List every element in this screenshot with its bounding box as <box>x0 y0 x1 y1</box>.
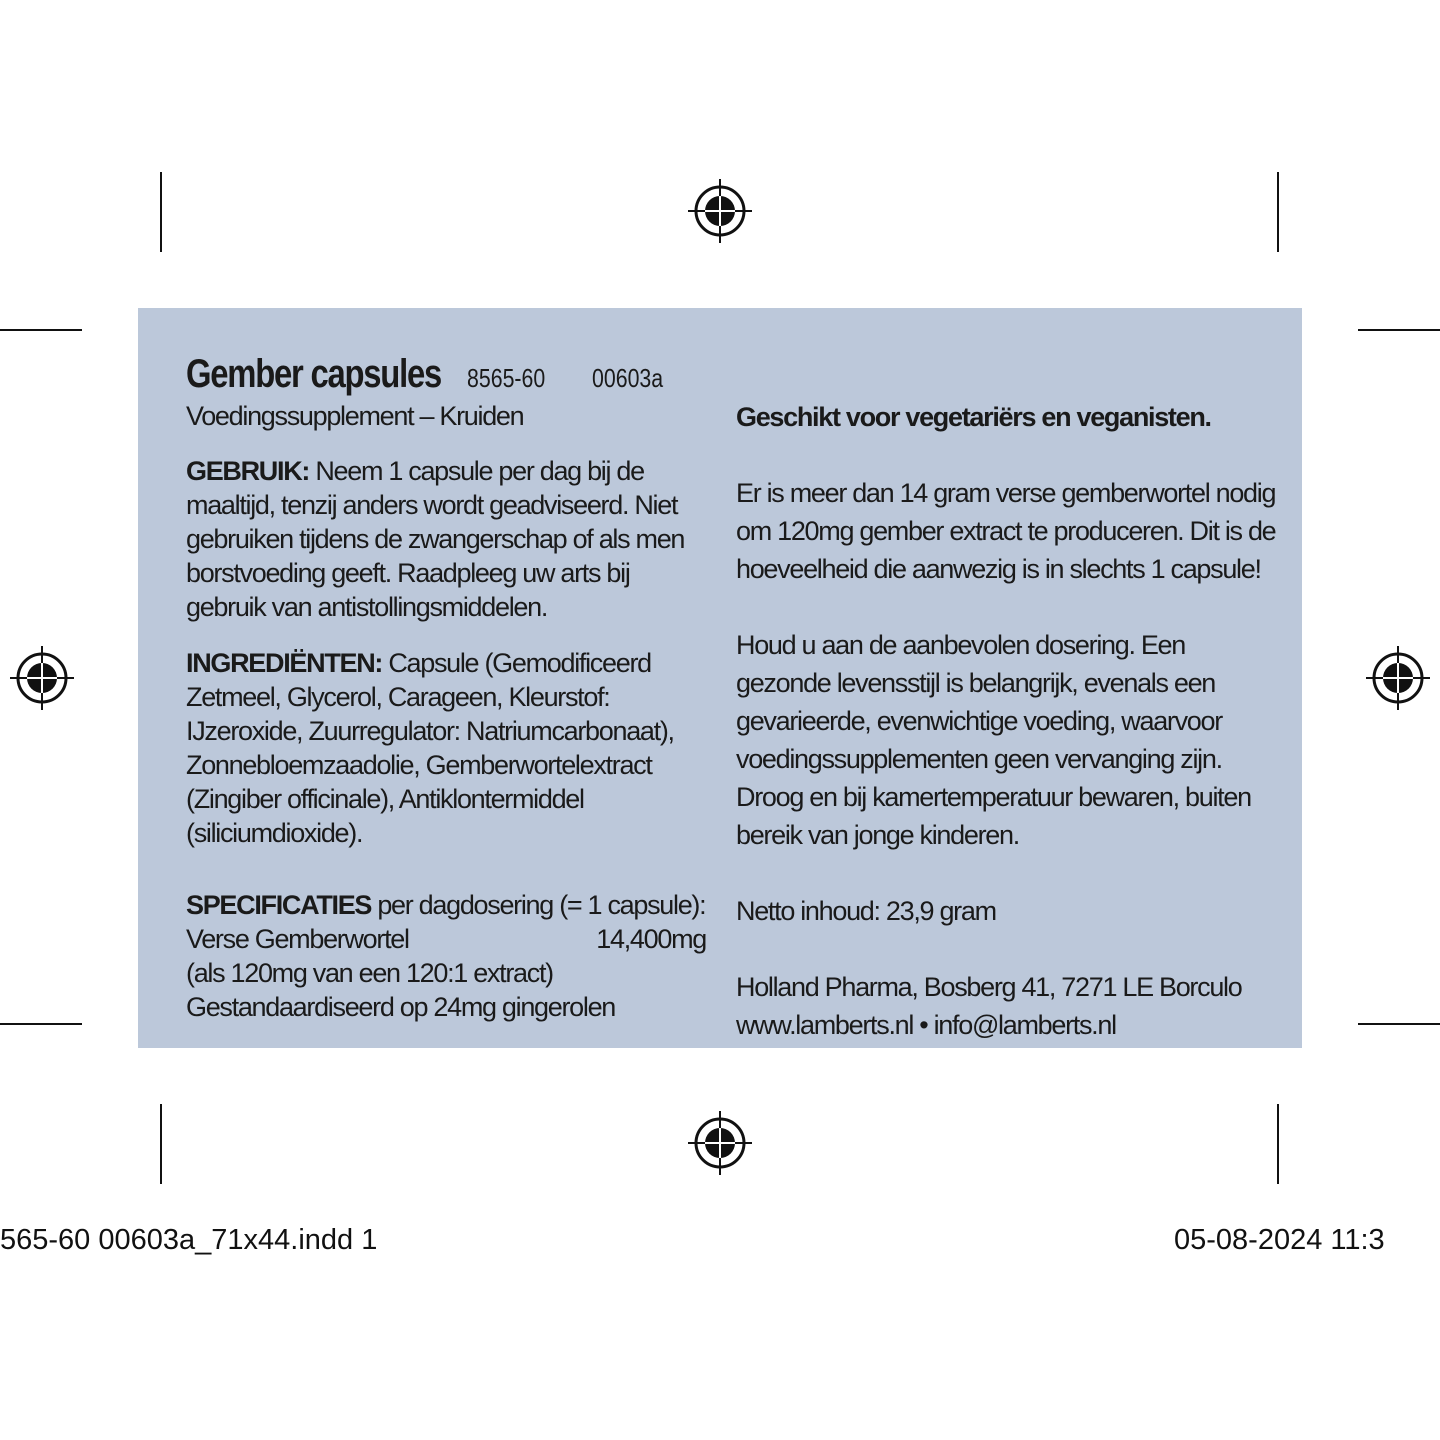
dosage-warning: Houd u aan de aanbevolen dosering. Een gezonde levensstijl is belangrijk, evenals een gevarieerde, evenwichtige voeding, waarvoor voedingssupplementen geen vervanging zijn. Droog en bij kamertemperatuur bewaren, buiten bereik van jonge kinderen. <box>736 630 1251 850</box>
net-content: Netto inhoud: 23,9 gram <box>736 896 996 926</box>
crop-mark-right-bottom <box>1358 1023 1440 1025</box>
ingredients-text: Capsule (Gemodificeerd Zetmeel, Glycerol, Carageen, Kleurstof: IJzeroxide, Zuurregulator: Natriumcarbonaat), Zonnebloemzaadolie, Gemberwortelextract (Zingiber officinale), Antiklontermiddel (siliciumdioxide). <box>186 648 674 848</box>
crop-mark-left-top <box>0 329 82 331</box>
spec-item-amount: 14,400mg <box>596 924 706 954</box>
label-right-column <box>736 398 1276 1082</box>
crop-mark-right-top <box>1358 329 1440 331</box>
website-email: www.lamberts.nl • info@lamberts.nl <box>736 1010 1116 1040</box>
slug-file-info: 565-60 00603a_71x44.indd 1 <box>0 1224 378 1256</box>
product-title: Gember capsules <box>186 352 442 396</box>
label-left-column <box>186 352 706 1024</box>
usage-section <box>186 454 706 624</box>
registration-mark-right-icon <box>1366 646 1430 710</box>
registration-mark-left-icon <box>10 646 74 710</box>
title-row <box>186 352 706 397</box>
address: Holland Pharma, Bosberg 41, 7271 LE Borculo <box>736 972 1242 1002</box>
crop-mark-top-right <box>1277 172 1279 252</box>
specifications-section <box>186 888 706 1024</box>
product-code: 8565-60 <box>467 363 546 393</box>
usage-heading: GEBRUIK: <box>186 456 310 486</box>
ingredients-heading: INGREDIËNTEN: <box>186 648 383 678</box>
registration-mark-bottom-icon <box>688 1111 752 1175</box>
batch-code: 00603a <box>592 363 664 393</box>
spec-row <box>186 922 706 956</box>
product-label <box>138 308 1302 1048</box>
spec-line-extract: (als 120mg van een 120:1 extract) <box>186 958 553 988</box>
registration-mark-top-icon <box>688 179 752 243</box>
usage-text: Neem 1 capsule per dag bij de maaltijd, tenzij anders wordt geadviseerd. Niet gebruiken tijdens de zwangerschap of als men borstvoeding geeft. Raadpleeg uw arts bij gebruik van antistollingsmiddelen. <box>186 456 685 622</box>
specifications-intro: per dagdosering (= 1 capsule): <box>377 890 706 920</box>
crop-mark-bottom-right <box>1277 1104 1279 1184</box>
crop-mark-bottom-left <box>160 1104 162 1184</box>
ingredients-section <box>186 646 706 850</box>
crop-mark-top-left <box>160 172 162 252</box>
extract-info: Er is meer dan 14 gram verse gemberwortel nodig om 120mg gember extract te produceren. Dit is de hoeveelheid die aanwezig is in slechts 1 capsule! <box>736 478 1276 584</box>
spec-line-standardized: Gestandaardiseerd op 24mg gingerolen <box>186 992 616 1022</box>
specifications-heading: SPECIFICATIES <box>186 890 372 920</box>
slug-date-time: 05-08-2024 11:3 <box>1174 1224 1385 1256</box>
vegan-statement: Geschikt voor vegetariërs en veganisten. <box>736 402 1211 432</box>
product-subtitle: Voedingssupplement – Kruiden <box>186 401 524 431</box>
contact-info <box>736 968 1276 1044</box>
crop-mark-left-bottom <box>0 1023 82 1025</box>
spec-item-name: Verse Gemberwortel <box>186 924 409 954</box>
